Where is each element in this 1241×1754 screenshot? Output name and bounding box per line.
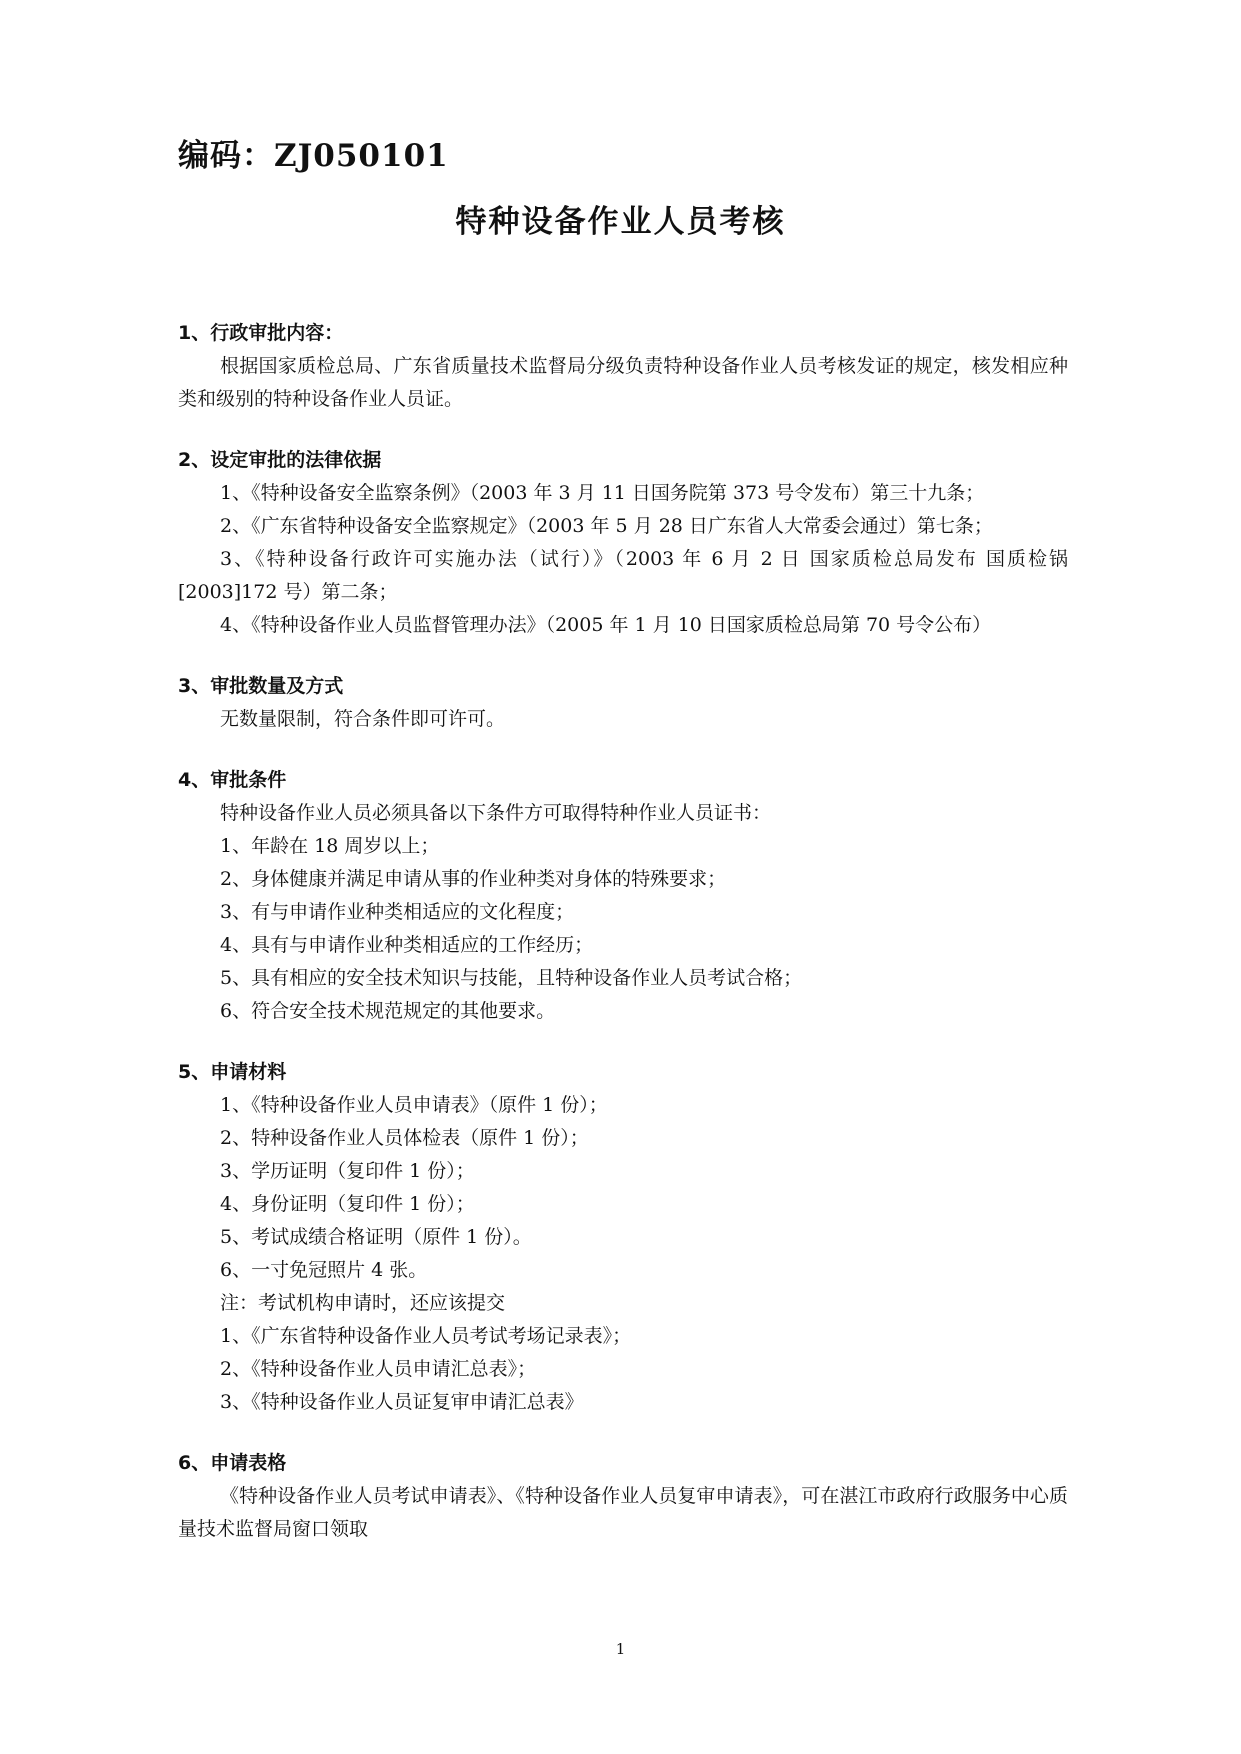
list-item: 6、一寸免冠照片 4 张。	[220, 1259, 428, 1281]
section-heading: 2、设定审批的法律依据	[178, 449, 382, 471]
section-approval-content	[178, 317, 1068, 416]
list-item: 3、《特种设备行政许可实施办法（试行）》（2003 年 6 月 2 日 国家质检总局发布 国质检锅[2003]172 号）第二条；	[178, 548, 1068, 603]
section-heading: 4、审批条件	[178, 769, 287, 791]
list-item: 4、身份证明（复印件 1 份）；	[220, 1193, 475, 1215]
list-item: 1、年龄在 18 周岁以上；	[220, 835, 440, 857]
code-label: 编码：	[178, 138, 274, 174]
section-quantity-method	[178, 670, 1068, 736]
section-heading: 3、审批数量及方式	[178, 675, 344, 697]
list-item: 3、学历证明（复印件 1 份）；	[220, 1160, 475, 1182]
list-item: 3、有与申请作业种类相适应的文化程度；	[220, 901, 575, 923]
list-item: 2、《特种设备作业人员申请汇总表》；	[220, 1358, 537, 1380]
page-number: 1	[615, 1640, 626, 1658]
document-body	[178, 317, 1068, 1574]
list-item: 1、《广东省特种设备作业人员考试考场记录表》；	[220, 1325, 632, 1347]
list-item: 注：考试机构申请时，还应该提交	[220, 1292, 506, 1314]
section-heading: 6、申请表格	[178, 1452, 287, 1474]
section-heading: 5、申请材料	[178, 1061, 287, 1083]
list-item: 3、《特种设备作业人员证复审申请汇总表》	[220, 1391, 584, 1413]
list-item: 2、特种设备作业人员体检表（原件 1 份）；	[220, 1127, 589, 1149]
list-item: 5、考试成绩合格证明（原件 1 份）。	[220, 1226, 532, 1248]
list-item: 1、《特种设备作业人员申请表》（原件 1 份）；	[220, 1094, 608, 1116]
section-heading: 1、行政审批内容：	[178, 322, 344, 344]
section-conditions	[178, 764, 1068, 1028]
list-item: 2、身体健康并满足申请从事的作业种类对身体的特殊要求；	[220, 868, 727, 890]
document-code	[178, 130, 449, 175]
section-paragraph: 《特种设备作业人员考试申请表》、《特种设备作业人员复审申请表》，可在湛江市政府行政服务中心质量技术监督局窗口领取	[178, 1485, 1068, 1540]
list-item: 6、符合安全技术规范规定的其他要求。	[220, 1000, 556, 1022]
list-item: 5、具有相应的安全技术知识与技能，且特种设备作业人员考试合格；	[220, 967, 803, 989]
list-item: 特种设备作业人员必须具备以下条件方可取得特种作业人员证书：	[220, 802, 772, 824]
section-forms	[178, 1447, 1068, 1546]
section-materials	[178, 1056, 1068, 1419]
section-legal-basis	[178, 444, 1068, 642]
list-item: 无数量限制，符合条件即可许可。	[220, 708, 506, 730]
document-title: 特种设备作业人员考核	[455, 204, 786, 240]
code-value: ZJ050101	[274, 138, 449, 174]
list-item: 1、《特种设备安全监察条例》（2003 年 3 月 11 日国务院第 373 号令发布）第三十九条；	[220, 482, 985, 504]
list-item: 2、《广东省特种设备安全监察规定》（2003 年 5 月 28 日广东省人大常委会通过）第七条；	[220, 515, 993, 537]
section-paragraph: 根据国家质检总局、广东省质量技术监督局分级负责特种设备作业人员考核发证的规定，核发相应种类和级别的特种设备作业人员证。	[178, 355, 1068, 410]
list-item: 4、《特种设备作业人员监督管理办法》（2005 年 1 月 10 日国家质检总局第 70 号令公布）	[220, 614, 992, 636]
list-item: 4、具有与申请作业种类相适应的工作经历；	[220, 934, 594, 956]
